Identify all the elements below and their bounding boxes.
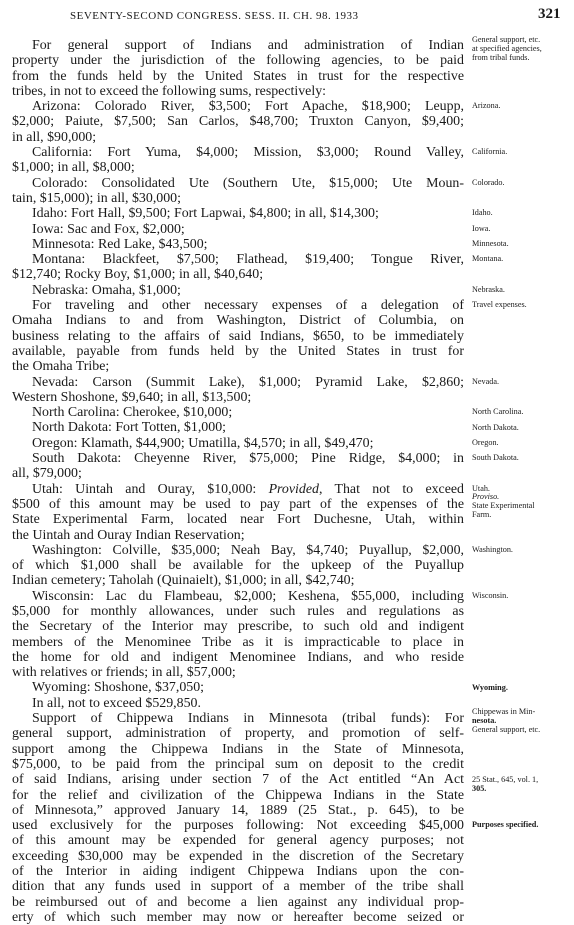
margin-note: Minnesota. bbox=[472, 238, 509, 248]
text-line: Nevada: Carson (Summit Lake), $1,000; Pyramid Lake, $2,860; bbox=[32, 374, 464, 390]
text-line: South Dakota: Cheyenne River, $75,000; Pine Ridge, $4,000; in bbox=[32, 451, 464, 467]
text-line: For general support of Indians and administration of Indian bbox=[32, 38, 464, 53]
margin-note: Idaho. bbox=[472, 208, 493, 218]
text-line: in all, $90,000; bbox=[12, 129, 97, 145]
text-line: Minnesota: Red Lake, $43,500; bbox=[32, 236, 208, 252]
text-line: Wyoming: Shoshone, $37,050; bbox=[32, 680, 205, 696]
margin-note: South Dakota. bbox=[472, 453, 519, 463]
text-line: available, payable from funds held by the United States in trust for bbox=[12, 343, 464, 359]
text-line: the home for old and indigent Menominee Indians, and who reside bbox=[12, 649, 464, 665]
text-line: members of the Menominee Tribe as it is impracticable to place in bbox=[12, 634, 464, 650]
text-line: dition that any funds used in support of a member of the tribe shall bbox=[12, 879, 464, 895]
text-line: $75,000, to be paid from the principal sum on deposit to the credit bbox=[12, 756, 464, 772]
text-line: $12,740; Rocky Boy, $1,000; in all, $40,640; bbox=[12, 267, 264, 283]
text-line: the Uintah and Ouray Indian Reservation; bbox=[12, 527, 245, 543]
margin-note: General support, etc. bbox=[472, 35, 541, 44]
text-line: North Dakota: Fort Totten, $1,000; bbox=[32, 420, 226, 436]
text-line: Montana: Blackfeet, $7,500; Flathead, $19,400; Tongue River, bbox=[32, 252, 464, 268]
text-line: Idaho: Fort Hall, $9,500; Fort Lapwai, $4,800; in all, $14,300; bbox=[32, 206, 379, 222]
margin-note: North Dakota. bbox=[472, 422, 519, 432]
text-line: property under the jurisdiction of the following agencies, to be paid bbox=[12, 53, 464, 69]
text-line: the Secretary of the Interior may prescribe, to such old and indigent bbox=[12, 619, 464, 635]
margin-note: Farm. bbox=[472, 509, 492, 519]
text-line: Indian cemetery; Taholah (Quinaielt), $1,000; in all, $42,740; bbox=[12, 573, 355, 589]
text-line: be reimbursed out of and become a lien against any individual prop- bbox=[12, 894, 464, 910]
text-line: $1,000; in all, $8,000; bbox=[12, 160, 135, 176]
text-line: $5,000 for monthly allowances, under such rules and regulations as bbox=[12, 603, 464, 619]
margin-note: Nebraska. bbox=[472, 284, 505, 294]
margin-note: from tribal funds. bbox=[472, 53, 530, 62]
margin-note: Proviso. bbox=[472, 491, 500, 501]
margin-note: Utah. bbox=[472, 483, 490, 493]
margin-note: nesota. bbox=[472, 716, 497, 726]
margin-note: State Experimental bbox=[472, 500, 535, 510]
text-line: tain, $15,000); in all, $30,000; bbox=[12, 190, 181, 206]
margin-note: Travel expenses. bbox=[472, 300, 527, 310]
text-line: exceeding $30,000 may be expended in the discretion of the Secretary bbox=[12, 848, 464, 864]
text-line: business relating to the affairs of said Indians, $650, to be immediately bbox=[12, 328, 464, 344]
text-line: Utah: Uintah and Ouray, $10,000: Provided, That not to exceed bbox=[32, 481, 464, 497]
margin-note: North Carolina. bbox=[472, 407, 524, 417]
text-line: for the relief and civilization of the Chippewa Indians in the State bbox=[12, 787, 464, 803]
text-line: Omaha Indians to and from Washington, District of Columbia, on bbox=[12, 313, 464, 329]
margin-note: Wyoming. bbox=[472, 682, 508, 692]
text-line: Nebraska: Omaha, $1,000; bbox=[32, 282, 181, 298]
margin-note: General support, etc. bbox=[472, 725, 541, 735]
text-line: Wisconsin: Lac du Flambeau, $2,000; Keshena, $55,000, including bbox=[32, 588, 464, 604]
text-line: of which $1,000 shall be available for the upkeep of the Puyallup bbox=[12, 558, 464, 574]
margin-note: Montana. bbox=[472, 254, 504, 264]
margin-note: Washington. bbox=[472, 544, 513, 554]
text-line: the Omaha Tribe; bbox=[12, 359, 110, 375]
margin-note: Chippewas in Min- bbox=[472, 707, 536, 717]
text-line: of the Interior in aiding indigent Chippewa Indians upon the con- bbox=[12, 864, 464, 880]
text-line: with relatives or friends; in all, $57,000; bbox=[12, 665, 236, 681]
text-line: Iowa: Sac and Fox, $2,000; bbox=[32, 221, 185, 237]
running-head: SEVENTY-SECOND CONGRESS. SESS. II. CH. 98. 1933 bbox=[70, 10, 359, 22]
text-line: In all, not to exceed $529,850. bbox=[32, 695, 201, 711]
margin-note: Colorado. bbox=[472, 177, 505, 187]
text-line: from the funds held by the United States in trust for the respective bbox=[12, 68, 464, 84]
margin-note: Purposes specified. bbox=[472, 820, 539, 830]
page-number: 321 bbox=[538, 6, 561, 22]
text-line: For traveling and other necessary expenses of a delegation of bbox=[32, 298, 464, 314]
text-line: of Minnesota,” approved January 14, 1889 (25 Stat., p. 645), to be bbox=[12, 802, 464, 818]
margin-note: Iowa. bbox=[472, 223, 491, 233]
text-line: all, $79,000; bbox=[12, 466, 82, 482]
margin-note: Arizona. bbox=[472, 101, 501, 111]
text-line: Arizona: Colorado River, $3,500; Fort Apache, $18,900; Leupp, bbox=[32, 99, 464, 115]
text-line: used exclusively for the purposes following: Not exceeding $45,000 bbox=[12, 818, 464, 834]
margin-note: 25 Stat., 645, vol. 1, bbox=[472, 775, 539, 785]
text-line: North Carolina: Cherokee, $10,000; bbox=[32, 405, 233, 421]
text-line: $500 of this amount may be used to pay part of the expenses of the bbox=[12, 496, 464, 512]
text-line: State Experimental Farm, located near Fort Duchesne, Utah, within bbox=[12, 512, 464, 528]
text-line: California: Fort Yuma, $4,000; Mission, $3,000; Round Valley, bbox=[32, 145, 464, 161]
margin-note: California. bbox=[472, 147, 508, 157]
statute-body-text bbox=[12, 38, 464, 925]
text-line: erty of which such member may now or hereafter become seized or bbox=[12, 909, 464, 925]
text-line: $2,000; Paiute, $7,500; San Carlos, $48,700; Truxton Canyon, $9,400; bbox=[12, 114, 464, 130]
text-line: general support, administration of property, and promotion of self- bbox=[12, 726, 464, 742]
text-line: Western Shoshone, $9,640; in all, $13,500; bbox=[12, 389, 252, 405]
text-line: of this amount may be expended for general agency purposes; not bbox=[12, 833, 464, 849]
page-header bbox=[0, 6, 574, 26]
text-line: tribes, in not to exceed the following sums, respectively: bbox=[12, 83, 327, 99]
text-line: Oregon: Klamath, $44,900; Umatilla, $4,570; in all, $49,470; bbox=[32, 435, 374, 451]
text-line: Support of Chippewa Indians in Minnesota (tribal funds): For bbox=[32, 711, 464, 727]
margin-note: at specified agencies, bbox=[472, 44, 542, 53]
text-line: support among the Chippewa Indians in the State of Minnesota, bbox=[12, 741, 464, 757]
text-line: of said Indians, arising under section 7 of the Act entitled “An Act bbox=[12, 772, 464, 788]
text-line: Colorado: Consolidated Ute (Southern Ute, $15,000; Ute Moun- bbox=[32, 175, 464, 191]
margin-note: 305. bbox=[472, 784, 487, 794]
margin-note: Nevada. bbox=[472, 376, 500, 386]
margin-note: Oregon. bbox=[472, 437, 499, 447]
margin-note: Wisconsin. bbox=[472, 590, 509, 600]
text-line: Washington: Colville, $35,000; Neah Bay, $4,740; Puyallup, $2,000, bbox=[32, 542, 464, 558]
